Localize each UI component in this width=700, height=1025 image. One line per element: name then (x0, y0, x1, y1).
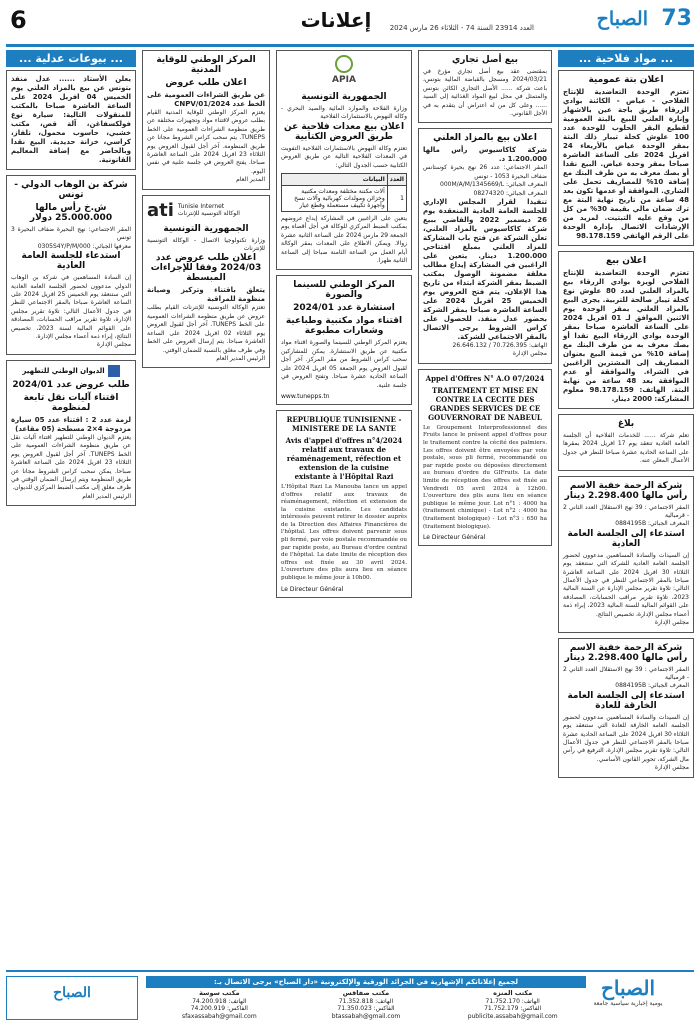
ad-heading: شركة الرحمة خفية الاسم رأس مالها 2.298.400 دينار (564, 480, 688, 501)
section-banner: ... مواد فلاحية ... (558, 50, 694, 67)
footer-office (146, 990, 293, 1020)
table-header-desc: البيانات (282, 174, 388, 186)
ad-signature: Le Directeur Général (281, 585, 344, 593)
ad-contact: الهاتف: 70.726.395 / 26.646.132 (452, 342, 547, 350)
table-cell: 1 (387, 186, 406, 212)
logo-number: 73 (661, 6, 692, 31)
ad-heading: المركز الوطني للوقاية المدنية (156, 55, 256, 75)
ad-heading: اعلان بتة عمومية (588, 75, 664, 85)
ad-subline: لزمة عدد 2 : اقتناء عدد 05 سيارة مزدوجة 4×2 مسطحة (05 مقاعد) (11, 415, 132, 433)
ad-title: استدعاء إلى الجلسة العامة العادية (567, 528, 685, 549)
ad-subline: المقر الاجتماعي : 39 نهج الاستقلال العدد الثاني 2 - قرمبالية (563, 665, 689, 681)
table-header-count: العدد (387, 174, 406, 186)
ad-tax-id: المعرف الجبائي: 0884195B (615, 520, 689, 528)
ad-title: اقتناء مواد مكتبية وطباعية وشعارات مطبوعة (285, 316, 403, 337)
ad-subline: TRAITEMENT ET MISE EN CONTRE LA CECITE DES GRANDES SERVICES DE CE GOUVERNORAT DE NABEUL (428, 385, 542, 422)
page-footer (6, 970, 694, 1020)
office-fax: الفاكس: 74.200.919 (190, 1005, 248, 1013)
footer-logo-word: الصباح (600, 976, 656, 1000)
section-banner: ... بيوعات عدلية ... (6, 50, 136, 67)
office-title: مكتب المنزه (493, 989, 533, 997)
footer-logo-secondary (6, 976, 138, 1020)
ad-body: يعتزم المركز الوطني للسينما والصورة اقتناء مواد مكتبية عن طريق الاستشارة. يمكن للمشاركين سحب كراس الشروط من مقر المركز. آخر أجل لقبول العروض يوم الجمعة 05 افريل 2024 على الساعة الحادية عشرة صباحا. وتفتح العروض في جلسة علنية. (281, 339, 408, 389)
footer-contact-banner: لجميع إعلاناتكم الإشهارية في الجرائد الورقية والإلكترونية «دار الصباح» يرجى الاتصال بـ: (146, 976, 586, 988)
ad-body: تعتزم الوكالة التونسية للإنترنات القيام بطلب عروض عن طريق منظومة الشراءات العمومية على الخط TUNEPS. آخر أجل لقبول العروض يوم الثلاثاء 02 افريل 2024 على الساعة العاشرة صباحا. يتم إرسال العروض على الخط وفي ظرف مغلق بالنسبة للضمان الوقتي. (147, 304, 266, 354)
office-phone: الهاتف: 71.752.170 (485, 997, 540, 1005)
office-phone: الهاتف: 74.200.918 (192, 997, 247, 1005)
footer-logo-secondary-word: الصباح (53, 985, 91, 1001)
ad-rahma-extraordinary (558, 638, 694, 778)
ad-signature: مجلس الإدارة (512, 350, 547, 358)
column-c (276, 50, 412, 965)
ad-hopital-razi (276, 410, 412, 598)
ad-body: بمقتضى عقد بيع أصل تجاري مؤرخ في 2024/03/21 ومسجل بالقباضة المالية بتونس، باعت شركة ...... الأصل التجاري الكائن بتونس والمتمثل في محل لبيع المواد الغذائية إلى السيد ...... وعلى كل من له اعتراض أن يتقدم به في الأجل القانوني. (423, 68, 547, 118)
ad-ati (142, 195, 270, 369)
onas-emblem-icon (108, 365, 120, 377)
ad-body: إن السيدات والسادة المساهمين مدعوون لحضور الجلسة العامة العادية للشركة التي ستنعقد يوم الثلاثاء 30 افريل 2024 على الساعة العاشرة صباحا بالمقر الاجتماعي للنظر في جدول الأعمال التالي: تلاوة تقرير مجلس الإدارة عن السنة المالية 2023، تلاوة تقرير مراقب الحسابات، المصادقة على القوائم المالية للسنة المالية 2023، إبراء ذمة أعضاء مجلس الإدارة، تخصيص النتائج. (563, 551, 690, 618)
ad-body: L'Hôpital Razi La Manouba lance un appel d'offres relatif aux travaux de réaménagement, réfection et extension de la cuisine existante. Les candidats intéressés peuvent retirer le dossier auprès de la Direction des Affaires Financières de l'hôpital. Les offres doivent parvenir sous pli fermé, par voie postale recommandée ou par rapide poste, au Bureau d'ordre central de l'hôpital. La date limite de réception des offres est fixée au 30 avril 2024. L'ouverture des plis aura lieu en séance publique le même jour à 10h00. (281, 483, 407, 582)
ad-heading: المركز الوطني للسينما والصورة (293, 280, 395, 301)
office-title: مكتب سوسة (199, 989, 240, 997)
ad-capital: ش.خ رأس مالها 25.000.000 دولار (29, 203, 113, 223)
apia-logo-text: APIA (332, 75, 356, 85)
header-rule (6, 44, 694, 47)
ati-logo-mark: ati (147, 199, 174, 221)
ati-logo-sub (178, 203, 240, 217)
ad-subline: Avis d'appel d'offres n°4/2024 relatif aux travaux de réaménagement, réfection et extension de la cuisine existante à l'Hôpital Razi (285, 435, 403, 481)
ad-signature: مجلس الإدارة (654, 619, 689, 627)
onas-logo (11, 365, 131, 377)
ad-rahma-ordinary (558, 476, 694, 633)
page-header (6, 6, 694, 42)
ad-subline: استشارة عدد 2024/01 (293, 303, 395, 314)
office-phone: الهاتف: 71.352.818 (338, 997, 394, 1005)
column-agri (558, 50, 694, 965)
office-email: sfaxassabah@gmail.com (181, 1012, 257, 1020)
ad-address: المقر الاجتماعي: عدد 26 نهج بحيرة كوستانس ضفاف البحيرة 1053 - تونس (423, 164, 547, 180)
ad-subline: وزارة الفلاحة والموارد المائية والصيد البحري - وكالة النهوض بالاستثمارات الفلاحية (281, 105, 407, 121)
ad-tax-id: المعرف الجبائي: 0884195B (615, 682, 689, 690)
ad-tax-id: المعرف الجبائي: 08274320 (473, 189, 547, 197)
ad-cinema-center (276, 275, 412, 404)
ad-subline: شركة كاكاسيوس رأس مالها 1.200.000 د. (423, 146, 547, 164)
column-b (418, 50, 552, 965)
ad-ben-wahab (6, 175, 136, 355)
ati-logo-line-1: Tunisie Internet (177, 203, 225, 211)
ati-logo-line-2: الوكالة التونسية للإنترنات (177, 210, 240, 218)
section-title: إعلانات (300, 8, 372, 32)
ad-onas-tender (6, 360, 136, 506)
onas-logo-text: الديوان الوطني للتطهير (22, 366, 105, 375)
ad-address: المقر الاجتماعي: نهج البحيرة ضفاف البحيرة 3 تونس (11, 226, 131, 242)
table-cell: آلات مكننة مختلفة ومعدات مكتبية وخزائن ومولدات كهربائية وآلات نسخ وأجهزة تكييف مستعملة وقطع غيار (282, 186, 388, 212)
ad-heading: شركة بن الوهاب الدولي - تونس (14, 180, 128, 200)
ad-body-2: يتعين على الراغبين في المشاركة إيداع عروضهم بمكتب الضبط المركزي للوكالة في أجل أقصاه يوم الجمعة 29 مارس 2024 على الساعة الثانية عشرة زوالا. ويمكن الاطلاع على المعدات بمقر الوكالة أيام العمل من الساعة الثامنة صباحا إلى الساعة الثانية ظهرا. (281, 215, 408, 265)
ad-subline-2: يتعلق باقتناء وتركيز وصيانة منظومة للمراقبة (147, 286, 265, 304)
ad-heading: الجمهورية التونسية (301, 92, 387, 102)
ad-heading: طلب عروض عدد 2024/01 (12, 379, 130, 390)
office-title: مكتب صفاقس (342, 989, 390, 997)
ad-judicial-sale (6, 70, 136, 170)
ad-notice (558, 414, 694, 471)
ad-heading: شركة الرحمة خفية الاسم رأس مالها 2.298.400 دينار (564, 642, 688, 663)
ad-body: تعتزم وكالة النهوض بالاستثمارات الفلاحية التفويت في المعدات الفلاحية التالية عن طريق العروض الكتابية حسب الجدول التالي: (281, 144, 407, 169)
ad-body: إن السادة المساهمين في شركة بن الوهاب الدولي مدعوون لحضور الجلسة العامة العادية التي ستنعقد يوم الخميس 25 افريل 2024 على الساعة العاشرة صباحا بالمقر الاجتماعي للنظر في جدول الأعمال التالي: تلاوة تقرير مجلس الإدارة، تلاوة تقرير مراقب الحسابات، المصادقة على القوائم المالية لسنة 2023، تخصيص النتائج، إبراء ذمة أعضاء مجلس الإدارة. (11, 274, 132, 341)
footer-contacts (146, 990, 586, 1020)
ad-signature: مجلس الإدارة (654, 764, 689, 772)
ad-signature: الرئيس المدير العام (216, 354, 265, 362)
ad-body: يعتزم الديوان الوطني للتطهير اقتناء آليات نقل عن طريق منظومة الشراءات العمومية على الخط TUNEPS. آخر أجل لقبول العروض يوم الثلاثاء 23 افريل 2024 على الساعة العاشرة صباحا. يمكن سحب كراس الشروط مجانا عن طريق المنظومة ويتم إرسال الضمان الوقتي في ظرف مغلق إلى مكتب الضبط المركزي للديوان. (11, 433, 132, 492)
equipment-table (281, 173, 407, 212)
ati-logo (147, 200, 265, 221)
office-fax: الفاكس: 71.350.023 (337, 1005, 395, 1013)
ad-title: اعلان بيع معدات فلاحية عن طريق العروض الكتابية (283, 121, 405, 142)
ad-title: اعلان طلب عروض عدد 2024/03 وفقا للإجراءات المبسطة (150, 253, 262, 284)
logo-word: الصباح (596, 8, 648, 30)
column-d (142, 50, 270, 965)
ad-register: المعرف الجبائي: 000M/A/M/1345669/L (440, 181, 547, 189)
ad-title: استدعاء للجلسة العامة العادية (21, 251, 121, 272)
ad-tax-id: معرفها الجبائي: 0305S4Y/P/M/000 (37, 242, 131, 250)
page-number: 6 (10, 6, 27, 34)
ad-apia (276, 50, 412, 270)
ad-heading: اعلان بيع بالمزاد العلني (433, 133, 537, 144)
ad-signature: المدير العام (236, 176, 265, 184)
ad-subline: المقر الاجتماعي : 39 نهج الاستقلال العدد الثاني 2 - قرمبالية (563, 503, 689, 520)
office-fax: الفاكس: 71.752.179 (484, 1005, 542, 1013)
ad-heading: الجمهورية التونسية (163, 223, 249, 234)
footer-office (293, 990, 440, 1020)
ad-title: اعلان طلب عروض (165, 78, 247, 88)
ad-auction-ayad (558, 70, 694, 246)
ad-website: www.tunepps.tn (281, 392, 330, 400)
ad-subline: وزارة تكنولوجيا الاتصال - الوكالة التونسية للإنترنات (147, 236, 265, 253)
ad-body: إن السيدات والسادة المساهمين مدعوون لحضور الجلسة العامة الخارقة للعادة التي ستنعقد يوم الثلاثاء 30 افريل 2024 على الساعة الحادية عشرة صباحا بالمقر الاجتماعي للنظر في جدول الأعمال التالي: تلاوة تقرير مجلس الإدارة، الترفيع في رأس مال الشركة، تحوير القانون الأساسي. (563, 713, 689, 763)
ad-signature: Le Directeur Général (423, 534, 486, 542)
ad-signature: مجلس الإدارة (96, 341, 131, 349)
ad-heading: بلاغ (617, 419, 635, 429)
column-judicial (6, 50, 136, 965)
ad-body: يعلن الأستاذ ...... عدل منفذ بتونس عن بيع بالمزاد العلني يوم الخميس 04 افريل 2024 على الساعة العاشرة صباحا بالمكتب للمنقولات التالية: سيارة نوع فولكسفاغن، آلة قص، مكتب خشبي، حاسوب محمول، تلفاز، كراسي، خزانة حديدية. البيع نقدا وبالحاضر مع إضافة المعاليم القانونية. (11, 75, 131, 164)
ad-body: تنفيذا لقرار المجلس الإداري للجلسة العامة العادية المنعقدة يوم 26 ديسمبر 2022 والقاضي ببيع شركة كاكاسيوس بالمزاد العلني، تعلن الشركة عن فتح باب المشاركة للمزاد العلني بمبلغ افتتاحي 1.200.000 دينار. يتعين على الراغبين في المشاركة إيداع مطالب مغلقة مضمونة الوصول بمكتب الضبط بمقر الشركة ابتداء من تاريخ هذا الإعلان. يتم فتح العروض يوم الخميس 25 افريل 2024 على الساعة العاشرة صباحا بمقر الشركة بحضور عدل منفذ. للحصول على كراس الشروط يرجى الاتصال بالمقر الاجتماعي للشركة. (423, 198, 547, 342)
office-email: publicite.assabah@gmail.com (467, 1012, 558, 1020)
ad-heading: بيع أصل تجاري (452, 55, 518, 65)
footer-logo-tagline: يومية إخبارية سياسية جامعة (593, 1000, 663, 1007)
ad-title: اقتناء آليات نقل تابعة لمنظومة (23, 392, 119, 413)
ad-civil-protection (142, 50, 270, 190)
ad-body: تعلم شركة ...... للخدمات الفلاحية أن الجلسة العامة العادية تنعقد يوم 17 افريل 2024 بمقرها على الساعة الحادية عشرة صباحا للنظر في جدول الأعمال المعلن عنه. (563, 432, 689, 465)
ad-body: تعتزم الوحدة التعاضدية للإنتاج الفلاحي - عياض - الكائنة بوادي الزرقاء طريق باجة عين بالاشهار وإنارة العلني للبيع بالبتة العمومية لقطيع البقر الحلوب للوحدة عدد 100 علوش كحلة تيبار ذلك البتة بمقر الوحدة عياض بالأربعاء 24 افريل 2024 على الساعة العاشرة صباحا بمقر وحدة عياض. البيع نقدا أو بصك معرف به من طرف البنك مع إضافة 10% للمصاريف تحمل على الشاري. الموافقة أو عدمها تكون بعد 48 ساعة من تاريخ نهاية البتة مع ترك ضمان مالي بقيمة 30% من كل من وقع عليه التبتيت. لمزيد من الإرشادات الاتصال بإدارة الوحدة على الرقم الهاتفي 98.178.159 (563, 88, 690, 240)
ad-signature: الرئيس المدير العام (82, 492, 131, 500)
apia-logo (319, 55, 369, 89)
ad-heading: Appel d'Offres N° A.O 07/2024 (425, 373, 545, 383)
footer-office (439, 990, 586, 1020)
ad-subline: عن طريق الشراءات العمومية على الخط عدد 2024/CNPV/01 (147, 91, 265, 108)
masthead-logo (544, 6, 694, 42)
ad-title: استدعاء إلى الجلسة العامة الخارقة للعادة (567, 690, 685, 711)
ad-heading: REPUBLIQUE TUNISIENNE - MINISTERE DE LA SANTE (286, 414, 402, 433)
ad-body: Le Groupement Interprofessionnel des Fruits lance le présent appel d'offres pour le traitement contre la cécité des palmiers. Les offres doivent être envoyées par voie postale, sous pli fermé, recommandé ou par rapide poste ou déposées directement au bureau d'ordre du GIFruits. La date limite de réception des offres est fixée au Vendredi 05 avril 2024 à 12h00. L'ouverture des plis aura lieu en séance publique le même jour. Lot n°1 : 4000 ha (traitement chimique) - Lot n°2 : 4000 ha (traitement biologique) - Lot n°3 : 650 ha (traitement biologique). (423, 424, 547, 530)
ad-kakasios (418, 128, 552, 363)
ad-gifruits-tender (418, 369, 552, 546)
apia-emblem-icon (335, 55, 353, 73)
office-email: btassabah@gmail.com (331, 1012, 401, 1020)
ad-heading: اعلان بيع (605, 256, 647, 266)
ad-body: تعتزم الوحدة التعاضدية للإنتاج الفلاحي لويزة بوادي الزرقاء بيع بالمزاد العلني لعدد 80 علوش نوع كحلة تيبار صالحة للتربية. يجرى البيع بالمزاد العلني بمقر الوحدة يوم الاثنين الموافق لـ 01 افريل 2024 على الساعة العاشرة صباحا بمقر الوحدة بوادي الزرقاء البيع نقدا أو بصك معرف به من طرف البنك مع إضافة 10% من قيمة البيع بعنوان المصاريف إلى المشترين الراغبين في الشراء. والموافقة أو عدم الموافقة بعد 48 ساعة من نهاية البتة. الهاتف: 98.178.159 معلوم المشاركة: 2000 دينار. (563, 269, 690, 403)
ad-sale-louiza (558, 251, 694, 409)
table-row (282, 186, 407, 212)
ad-body: يعتزم المركز الوطني للوقاية المدنية القيام بطلب عروض لاقتناء مواد وتجهيزات مختلفة عن طريق منظومة الشراءات العمومية على الخط TUNEPS. يتم سحب كراس الشروط مجانا عن طريق المنظومة. آخر أجل لقبول العروض يوم الثلاثاء 23 افريل 2024 على الساعة العاشرة صباحا. يفتح العروض في جلسة علنية في نفس اليوم. (147, 109, 265, 175)
ad-business-sale (418, 50, 552, 123)
issue-line: العدد 23914 السنة 74 - الثلاثاء 26 مارس 2024 (389, 24, 534, 32)
